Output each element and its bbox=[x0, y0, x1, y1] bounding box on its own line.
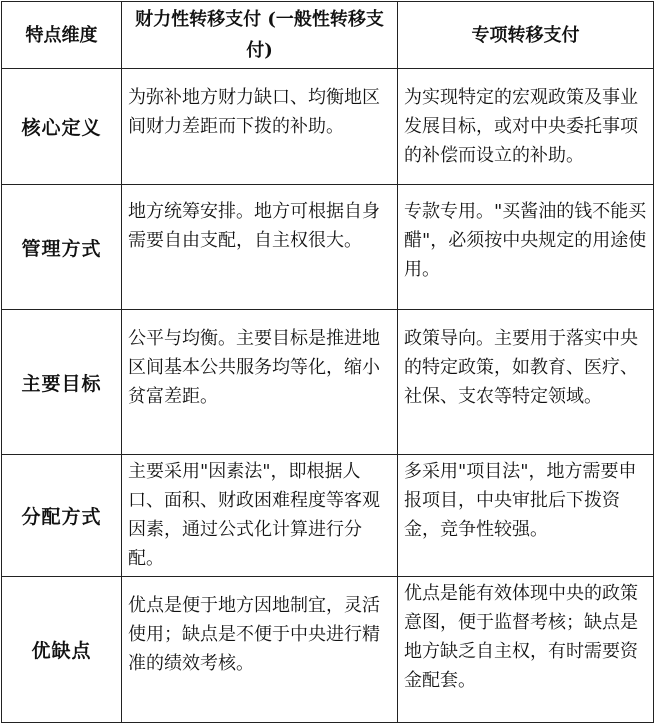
table-row bbox=[2, 185, 654, 310]
row-dimension-label: 核心定义 bbox=[2, 69, 122, 185]
general-transfer-cell: 主要采用"因素法"，即根据人口、面积、财政困难程度等客观因素，通过公式化计算进行分配。 bbox=[122, 455, 398, 577]
table-row bbox=[2, 310, 654, 455]
comparison-table bbox=[1, 1, 654, 723]
special-transfer-cell: 政策导向。主要用于落实中央的特定政策，如教育、医疗、社保、支农等特定领域。 bbox=[398, 310, 654, 455]
header-special-transfer: 专项转移支付 bbox=[398, 2, 654, 69]
table-header-row bbox=[2, 2, 654, 69]
row-dimension-label: 分配方式 bbox=[2, 455, 122, 577]
general-transfer-cell: 地方统筹安排。地方可根据自身需要自由支配，自主权很大。 bbox=[122, 185, 398, 310]
general-transfer-cell: 公平与均衡。主要目标是推进地区间基本公共服务均等化，缩小贫富差距。 bbox=[122, 310, 398, 455]
special-transfer-cell: 优点是能有效体现中央的政策意图，便于监督考核；缺点是地方缺乏自主权，有时需要资金配套。 bbox=[398, 577, 654, 723]
special-transfer-cell: 多采用"项目法"，地方需要申报项目，中央审批后下拨资金，竞争性较强。 bbox=[398, 455, 654, 577]
header-dimension: 特点维度 bbox=[2, 2, 122, 69]
row-dimension-label: 优缺点 bbox=[2, 577, 122, 723]
row-dimension-label: 管理方式 bbox=[2, 185, 122, 310]
header-general-transfer: 财力性转移支付 (一般性转移支付) bbox=[122, 2, 398, 69]
table-row bbox=[2, 455, 654, 577]
special-transfer-cell: 专款专用。"买酱油的钱不能买醋"，必须按中央规定的用途使用。 bbox=[398, 185, 654, 310]
general-transfer-cell: 为弥补地方财力缺口、均衡地区间财力差距而下拨的补助。 bbox=[122, 69, 398, 185]
special-transfer-cell: 为实现特定的宏观政策及事业发展目标，或对中央委托事项的补偿而设立的补助。 bbox=[398, 69, 654, 185]
table-row bbox=[2, 69, 654, 185]
row-dimension-label: 主要目标 bbox=[2, 310, 122, 455]
table-row bbox=[2, 577, 654, 723]
general-transfer-cell: 优点是便于地方因地制宜，灵活使用；缺点是不便于中央进行精准的绩效考核。 bbox=[122, 577, 398, 723]
